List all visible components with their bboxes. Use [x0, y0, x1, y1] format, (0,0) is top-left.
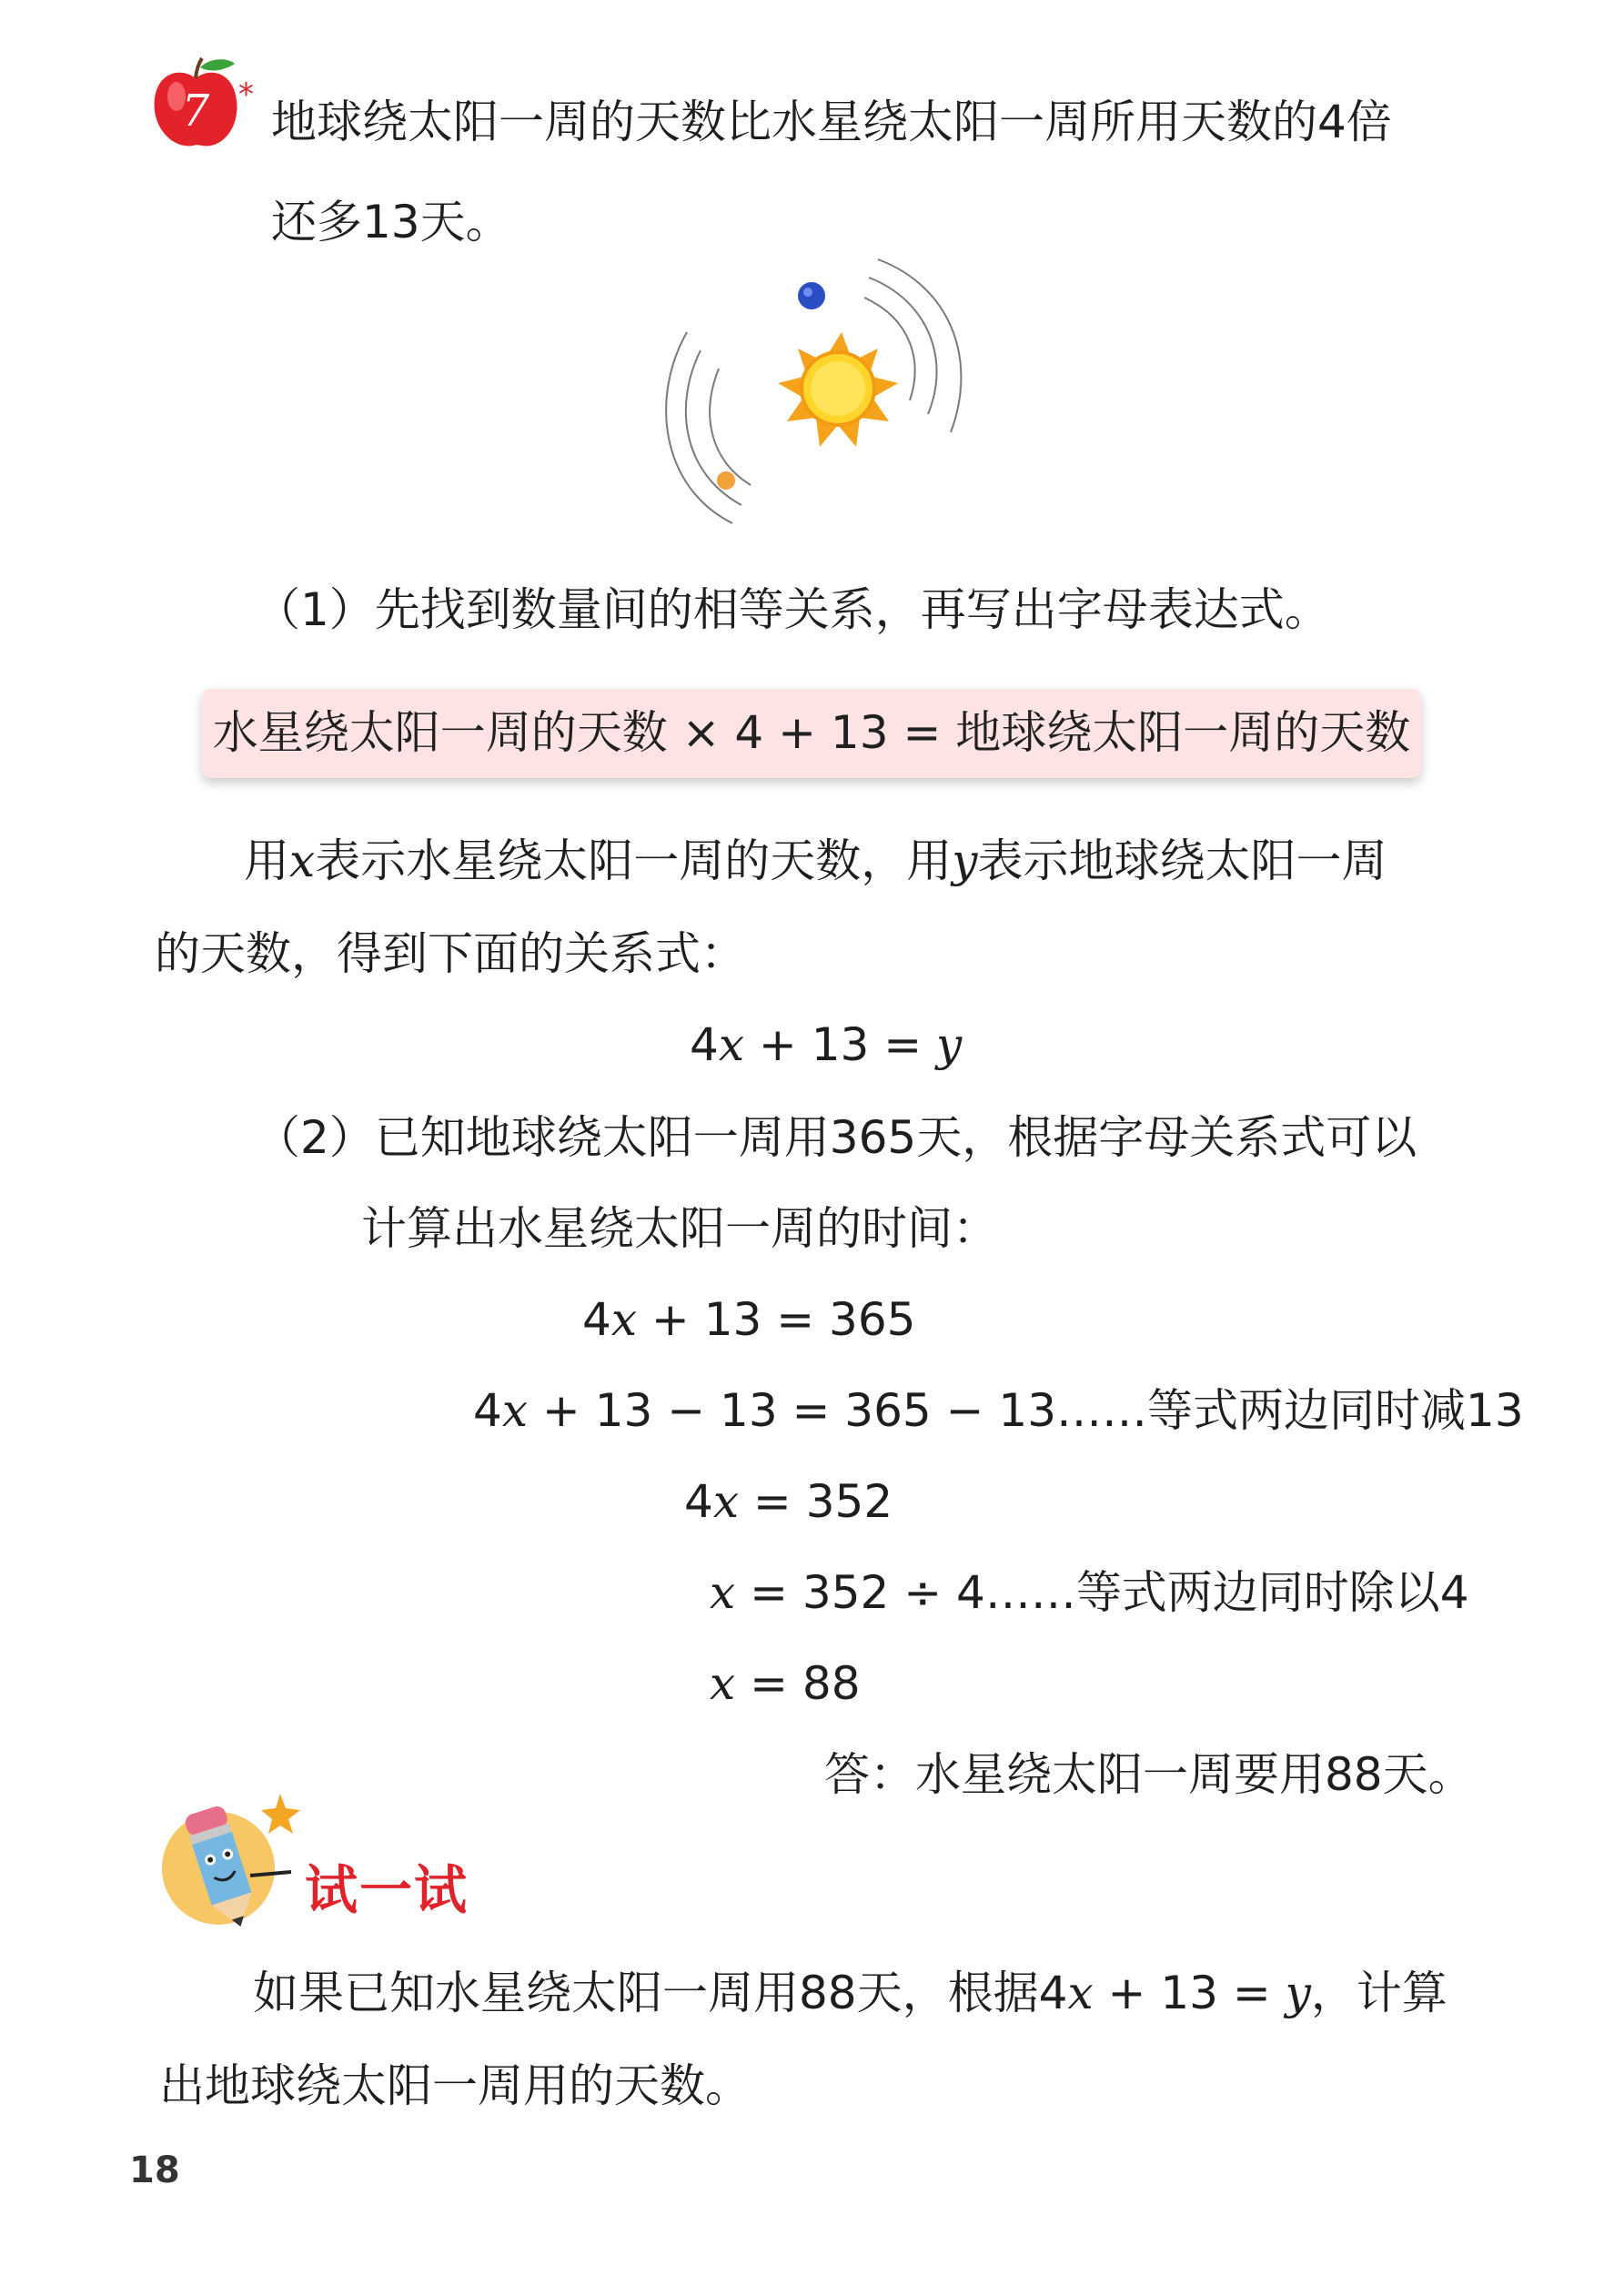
- problem-text-line2: 还多13天。: [271, 196, 511, 248]
- sun-icon: [778, 332, 898, 447]
- intro-line1: 用x表示水星绕太阳一周的天数，用y表示地球绕太阳一周: [244, 834, 1387, 887]
- solution-step-3: 4x = 352: [684, 1475, 893, 1528]
- variable-x: x: [289, 834, 316, 887]
- try-text-line1: 如果已知水星绕太阳一周用88天，根据4x + 13 = y，计算: [253, 1967, 1447, 2019]
- try-text-line2: 出地球绕太阳一周用的天数。: [159, 2059, 751, 2112]
- formula-box-text: 水星绕太阳一周的天数 × 4 + 13 = 地球绕太阳一周的天数: [212, 706, 1411, 759]
- solution-step-5: x = 88: [710, 1657, 861, 1710]
- solution-step-2: 4x + 13 − 13 = 365 − 13……等式两边同时减13: [473, 1384, 1524, 1437]
- part2-label-line2: 计算出水星绕太阳一周的时间：: [361, 1202, 998, 1255]
- problem-text-line1: 地球绕太阳一周的天数比水星绕太阳一周所用天数的4倍: [271, 96, 1392, 148]
- blue-planet-icon: [798, 282, 825, 309]
- page-number: 18: [129, 2149, 180, 2191]
- solution-step-1: 4x + 13 = 365: [582, 1293, 916, 1346]
- pencil-mascot-icon: [155, 1788, 300, 1934]
- part2-label-line1: （2）已知地球绕太阳一周用365天，根据字母关系式可以: [255, 1111, 1417, 1164]
- problem-number: 7: [181, 86, 210, 137]
- solution-step-4: x = 352 ÷ 4……等式两边同时除以4: [710, 1566, 1469, 1619]
- answer-text: 答：水星绕太阳一周要用88天。: [824, 1748, 1474, 1801]
- solar-system-illustration: [651, 250, 996, 551]
- formula-box: [202, 689, 1421, 778]
- difficulty-star: *: [238, 76, 254, 113]
- variable-y: y: [952, 834, 978, 887]
- apple-number-badge-icon: [146, 55, 246, 155]
- orange-planet-icon: [717, 471, 735, 490]
- relation-equation: 4x + 13 = y: [690, 1018, 963, 1071]
- try-section-title: 试一试: [305, 1859, 469, 1921]
- intro-line2: 的天数，得到下面的关系式：: [155, 927, 746, 980]
- part1-label: （1）先找到数量间的相等关系，再写出字母表达式。: [255, 583, 1330, 636]
